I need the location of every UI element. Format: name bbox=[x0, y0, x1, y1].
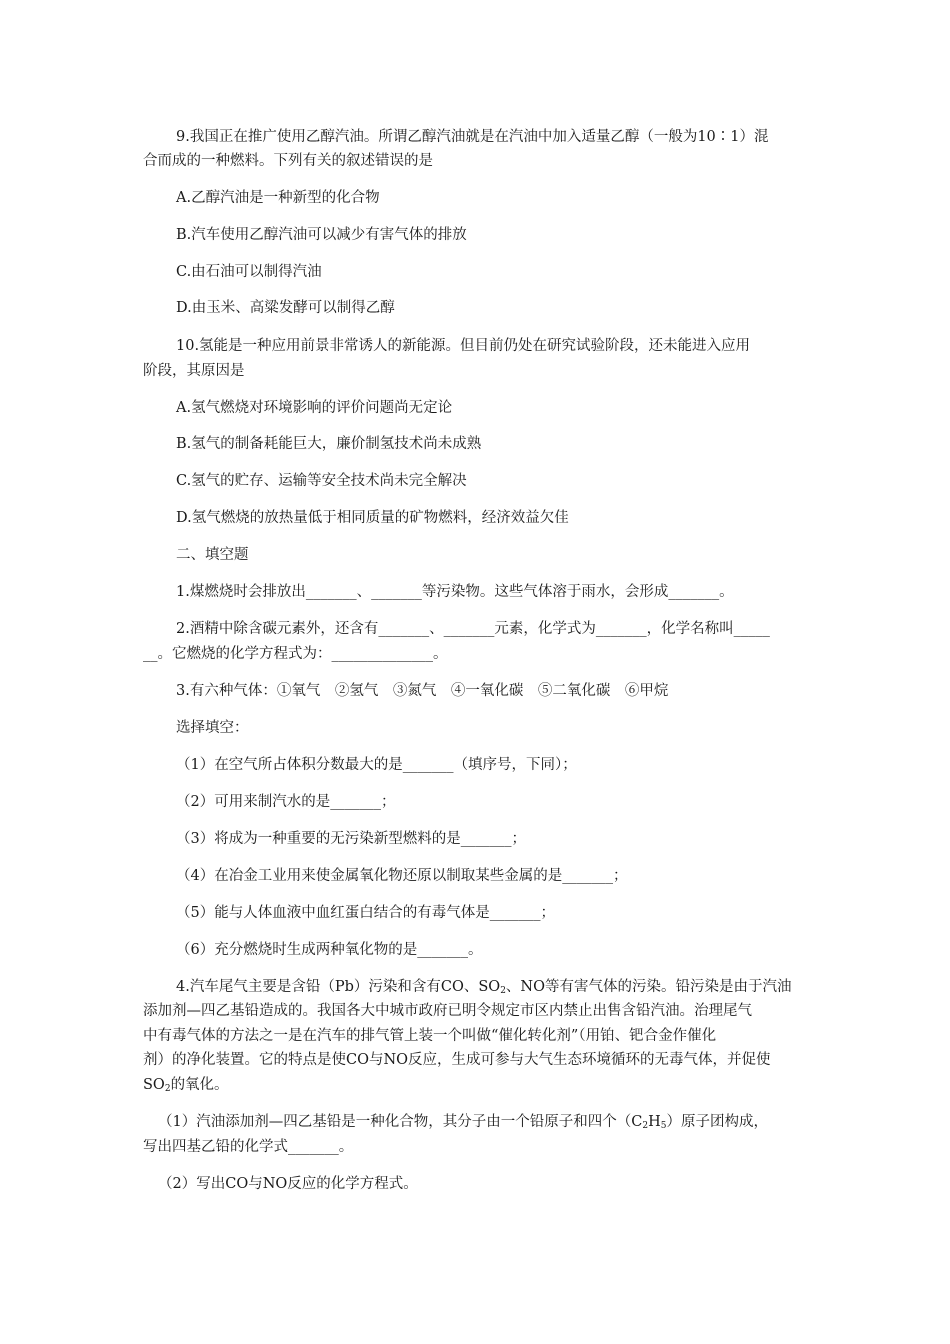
question-9-text-cont: 合而成的一种燃料。下列有关的叙述错误的是 bbox=[143, 153, 433, 169]
fill-4-line-5-a: SO bbox=[143, 1077, 165, 1093]
fill-4-line-2: 添加剂—四乙基铅造成的。我国各大中城市政府已明令规定市区内禁止出售含铅汽油。治理尾气 bbox=[143, 1003, 752, 1019]
fill-4-line-5-b: 的氧化。 bbox=[170, 1077, 229, 1093]
fill-3-instruction: 选择填空： bbox=[176, 720, 249, 736]
subscript: 2 bbox=[642, 1121, 649, 1131]
q9-option-c: C.由石油可以制得汽油 bbox=[176, 264, 322, 280]
fill-2: 2.酒精中除含碳元素外，还含有_______、_______元素，化学式为_______，化学名称叫_____ bbox=[176, 621, 770, 637]
fill-4-line-4: 剂）的净化装置。它的特点是使CO与NO反应，生成可参与大气生态环境循环的无毒气体，并促使 bbox=[143, 1052, 771, 1068]
q10-option-a: A.氢气燃烧对环境影响的评价问题尚无定论 bbox=[176, 400, 453, 416]
question-9-text: 9.我国正在推广使用乙醇汽油。所谓乙醇汽油就是在汽油中加入适量乙醇（一般为10∶1）混 bbox=[176, 129, 769, 145]
fill-4-line-3: 中有毒气体的方法之一是在汽车的排气管上装一个叫做“催化转化剂”（用铂、钯合金作催化 bbox=[143, 1028, 717, 1044]
fill-3-item-1: （1）在空气所占体积分数最大的是_______（填序号，下同）； bbox=[176, 757, 577, 773]
q9-option-b: B.汽车使用乙醇汽油可以减少有害气体的排放 bbox=[176, 227, 467, 243]
subscript: 2 bbox=[164, 1084, 171, 1094]
fill-3-item-5: （5）能与人体血液中血红蛋白结合的有毒气体是_______； bbox=[176, 905, 555, 921]
fill-4-sub-1-c: ）原子团构成， bbox=[666, 1114, 768, 1130]
fill-4-sub-2: （2）写出CO与NO反应的化学方程式。 bbox=[158, 1176, 418, 1192]
q10-option-b: B.氢气的制备耗能巨大，廉价制氢技术尚未成熟 bbox=[176, 436, 482, 452]
fill-4-line-5 bbox=[143, 1075, 229, 1099]
section-heading: 二、填空题 bbox=[176, 547, 249, 563]
q9-option-a: A.乙醇汽油是一种新型的化合物 bbox=[176, 190, 380, 206]
question-10-text-cont: 阶段，其原因是 bbox=[143, 363, 245, 379]
fill-2-cont: __。它燃烧的化学方程式为：______________。 bbox=[143, 646, 448, 662]
q10-option-d: D.氢气燃烧的放热量低于相同质量的矿物燃料，经济效益欠佳 bbox=[176, 510, 569, 526]
fill-4-line-1-a: 4.汽车尾气主要是含铅（Pb）污染和含有CO、SO bbox=[176, 979, 501, 995]
fill-3-item-3: （3）将成为一种重要的无污染新型燃料的是_______； bbox=[176, 831, 526, 847]
fill-4-line-1-b: 、NO等有害气体的污染。铅污染是由于汽油 bbox=[505, 979, 792, 995]
subscript: 5 bbox=[660, 1121, 667, 1131]
fill-1: 1.煤燃烧时会排放出_______、_______等污染物。这些气体溶于雨水，会形成_______。 bbox=[176, 584, 734, 600]
fill-3-item-2: （2）可用来制汽水的是_______； bbox=[176, 794, 396, 810]
q9-option-d: D.由玉米、高粱发酵可以制得乙醇 bbox=[176, 300, 395, 316]
fill-4-sub-1-cont: 写出四基乙铅的化学式_______。 bbox=[143, 1139, 354, 1155]
fill-4-sub-1-b: H bbox=[648, 1114, 661, 1130]
fill-3: 3.有六种气体：①氧气 ②氢气 ③氮气 ④一氧化碳 ⑤二氧化碳 ⑥甲烷 bbox=[176, 683, 669, 699]
fill-3-item-6: （6）充分燃烧时生成两种氧化物的是_______。 bbox=[176, 942, 483, 958]
subscript: 2 bbox=[500, 986, 506, 996]
question-10-text: 10.氢能是一种应用前景非常诱人的新能源。但目前仍处在研究试验阶段，还未能进入应用 bbox=[176, 338, 751, 354]
fill-3-item-4: （4）在冶金工业用来使金属氧化物还原以制取某些金属的是_______； bbox=[176, 868, 628, 884]
q10-option-c: C.氢气的贮存、运输等安全技术尚未完全解决 bbox=[176, 473, 467, 489]
fill-4-sub-1 bbox=[158, 1112, 768, 1136]
fill-4-sub-1-a: （1）汽油添加剂—四乙基铅是一种化合物，其分子由一个铅原子和四个（C bbox=[158, 1114, 643, 1130]
fill-4-line-1 bbox=[176, 977, 792, 1001]
